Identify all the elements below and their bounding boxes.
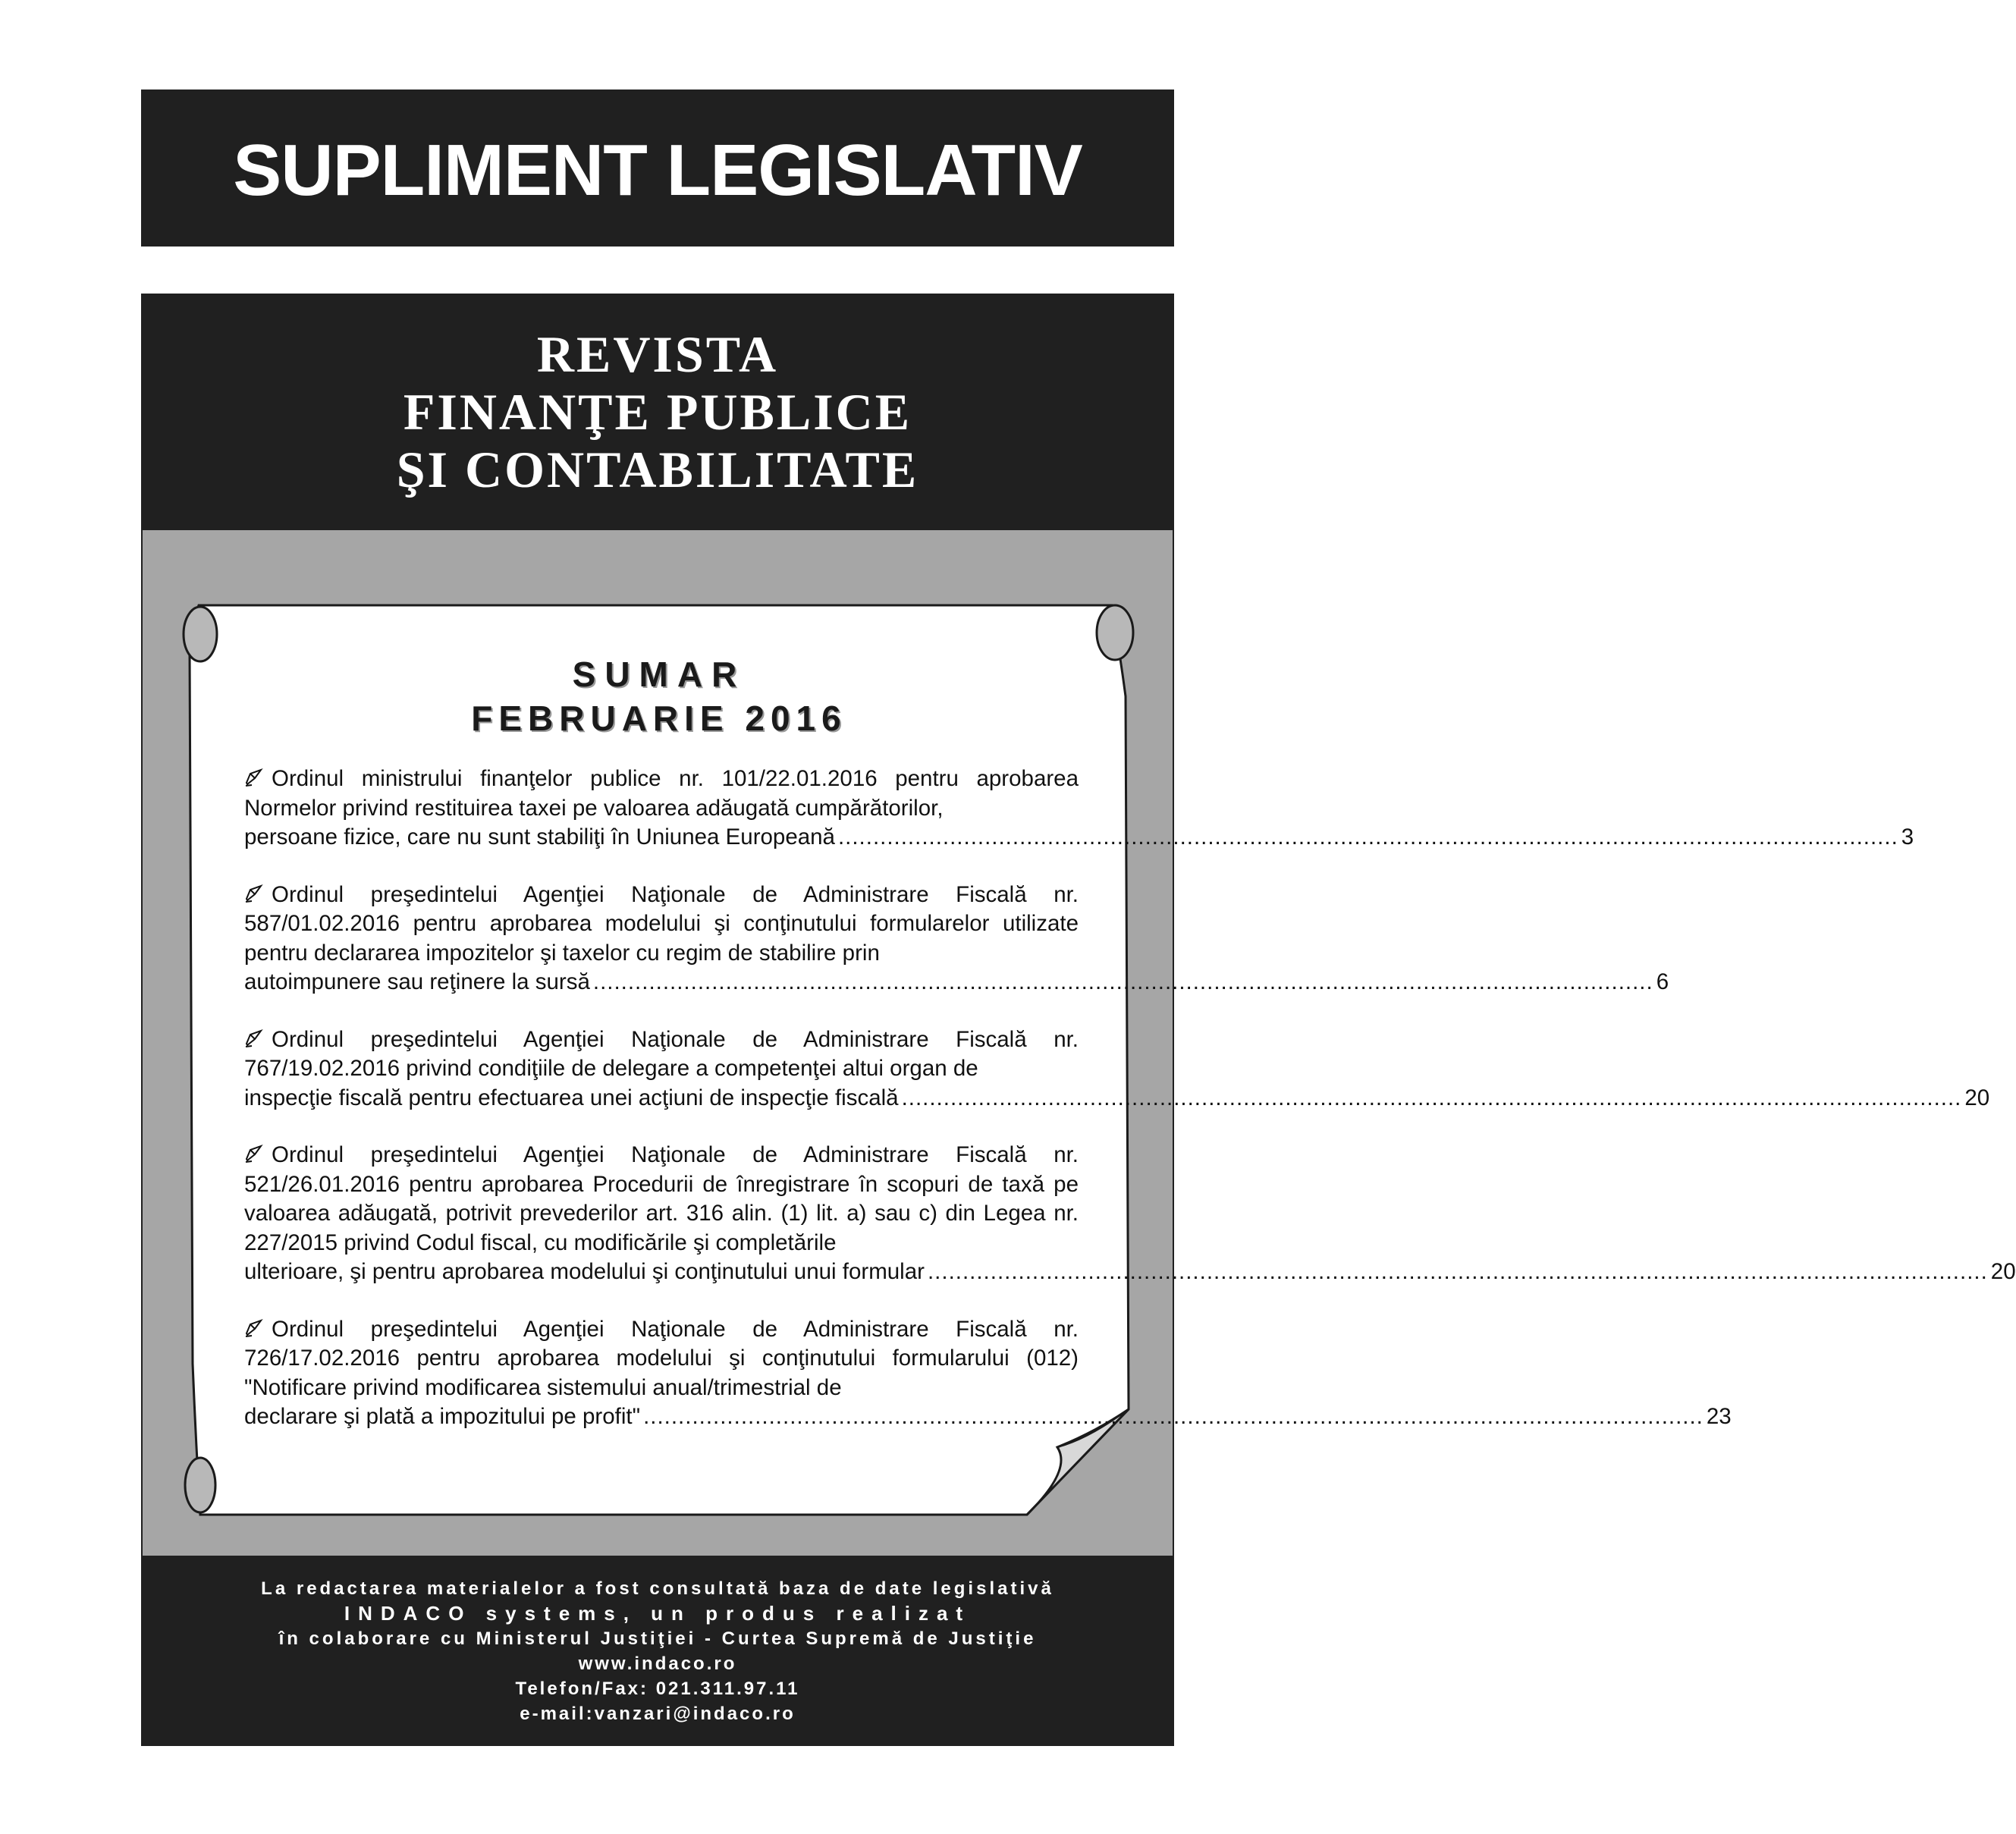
leader-dots: ........................................................................................................................................................ [901, 1085, 1962, 1110]
toc-entry[interactable] [244, 1315, 1732, 1432]
leader-dots: ........................................................................................................................................................ [837, 824, 1898, 849]
toc-entry-text-end: autoimpunere sau reţinere la sursă [244, 969, 590, 994]
leader-dots: ........................................................................................................................................................ [592, 969, 1653, 994]
leader-dots: ........................................................................................................................................................ [927, 1259, 1988, 1284]
toc-entry-last-line [244, 968, 1669, 997]
toc-entry-text: Ordinul ministrului finanţelor publice nr. 101/22.01.2016 pentru aprobarea Normelor privind restituirea taxei pe valoarea adăugată cumpărătorilor, [244, 766, 1079, 821]
page-number: 20 [1964, 1085, 1990, 1110]
toc-entry-text: Ordinul preşedintelui Agenţiei Naţionale de Administrare Fiscală nr. 767/19.02.2016 privind condiţiile de delegare a competenţei altui organ de [244, 1026, 1079, 1081]
pen-icon [244, 766, 265, 786]
toc-entry[interactable] [244, 765, 1914, 853]
table-of-contents [244, 765, 2016, 1460]
magazine-title-line-1: REVISTA [536, 325, 779, 383]
leader-dots: ........................................................................................................................................................ [643, 1404, 1704, 1429]
footer-phone: Telefon/Fax: 021.311.97.11 [515, 1678, 800, 1699]
pen-icon [244, 1317, 265, 1336]
footer-product-line: INDACO systems, un produs realizat [344, 1601, 972, 1625]
footer-source-line: La redactarea materialelor a fost consultată baza de date legislativă [261, 1578, 1054, 1599]
toc-entry-text: Ordinul preşedintelui Agenţiei Naţionale de Administrare Fiscală nr. 587/01.02.2016 pentru aprobarea modelului şi conţinutului formularelor utilizate pentru declararea impozitelor şi taxelor cu regim de stabilire prin [244, 881, 1079, 966]
toc-entry-text: Ordinul preşedintelui Agenţiei Naţionale de Administrare Fiscală nr. 726/17.02.2016 pentru aprobarea modelului şi conţinutului formularului (012) "Notificare privind modificarea sistemului anual/trimestrial de [244, 1316, 1079, 1400]
pen-icon [244, 1027, 265, 1047]
page-number: 3 [1901, 824, 1914, 849]
summary-heading-block [185, 652, 1133, 740]
page-number: 20 [1990, 1259, 2016, 1284]
issue-date: FEBRUARIE 2016 [471, 699, 847, 738]
supplement-title: SUPLIMENT LEGISLATIV [233, 129, 1082, 211]
magazine-title-line-2: FINANŢE PUBLICE [403, 383, 912, 441]
toc-entry-last-line [244, 823, 1914, 853]
toc-entry-last-line [244, 1258, 2016, 1287]
toc-entry-text-end: inspecţie fiscală pentru efectuarea unei acţiuni de inspecţie fiscală [244, 1085, 899, 1110]
page-number: 6 [1656, 969, 1669, 994]
toc-entry[interactable] [244, 1141, 2016, 1287]
toc-entry-last-line [244, 1084, 1990, 1113]
footer-email-link[interactable]: e-mail:vanzari@indaco.ro [520, 1703, 796, 1724]
footer-partner-line: în colaborare cu Ministerul Justiţiei - Curtea Supremă de Justiţie [278, 1628, 1037, 1649]
summary-heading: SUMAR [572, 655, 746, 694]
magazine-title-line-3: ŞI CONTABILITATE [396, 441, 919, 498]
toc-entry[interactable] [244, 881, 1669, 997]
title-banner [141, 90, 1174, 247]
toc-entry-text-end: declarare şi plată a impozitului pe profit" [244, 1404, 641, 1429]
page-number: 23 [1706, 1404, 1732, 1429]
footer-website-link[interactable]: www.indaco.ro [578, 1653, 737, 1674]
pen-icon [244, 882, 265, 902]
toc-entry-text: Ordinul preşedintelui Agenţiei Naţionale de Administrare Fiscală nr. 521/26.01.2016 pentru aprobarea Procedurii de înregistrare în scopuri de taxă pe valoarea adăugată, potrivit prevederilor art. 316 alin. (1) lit. a) sau c) din Legea nr. 227/2015 privind Codul fiscal, cu modificările şi completările [244, 1142, 1079, 1255]
publisher-footer [141, 1556, 1174, 1746]
toc-entry-text-end: persoane fizice, care nu sunt stabiliţi în Uniunea Europeană [244, 824, 835, 849]
toc-entry-text-end: ulterioare, şi pentru aprobarea modelului şi conţinutului unui formular [244, 1259, 925, 1284]
pen-icon [244, 1142, 265, 1162]
toc-entry[interactable] [244, 1025, 1990, 1113]
toc-entry-last-line [244, 1402, 1732, 1432]
magazine-banner [141, 294, 1174, 530]
